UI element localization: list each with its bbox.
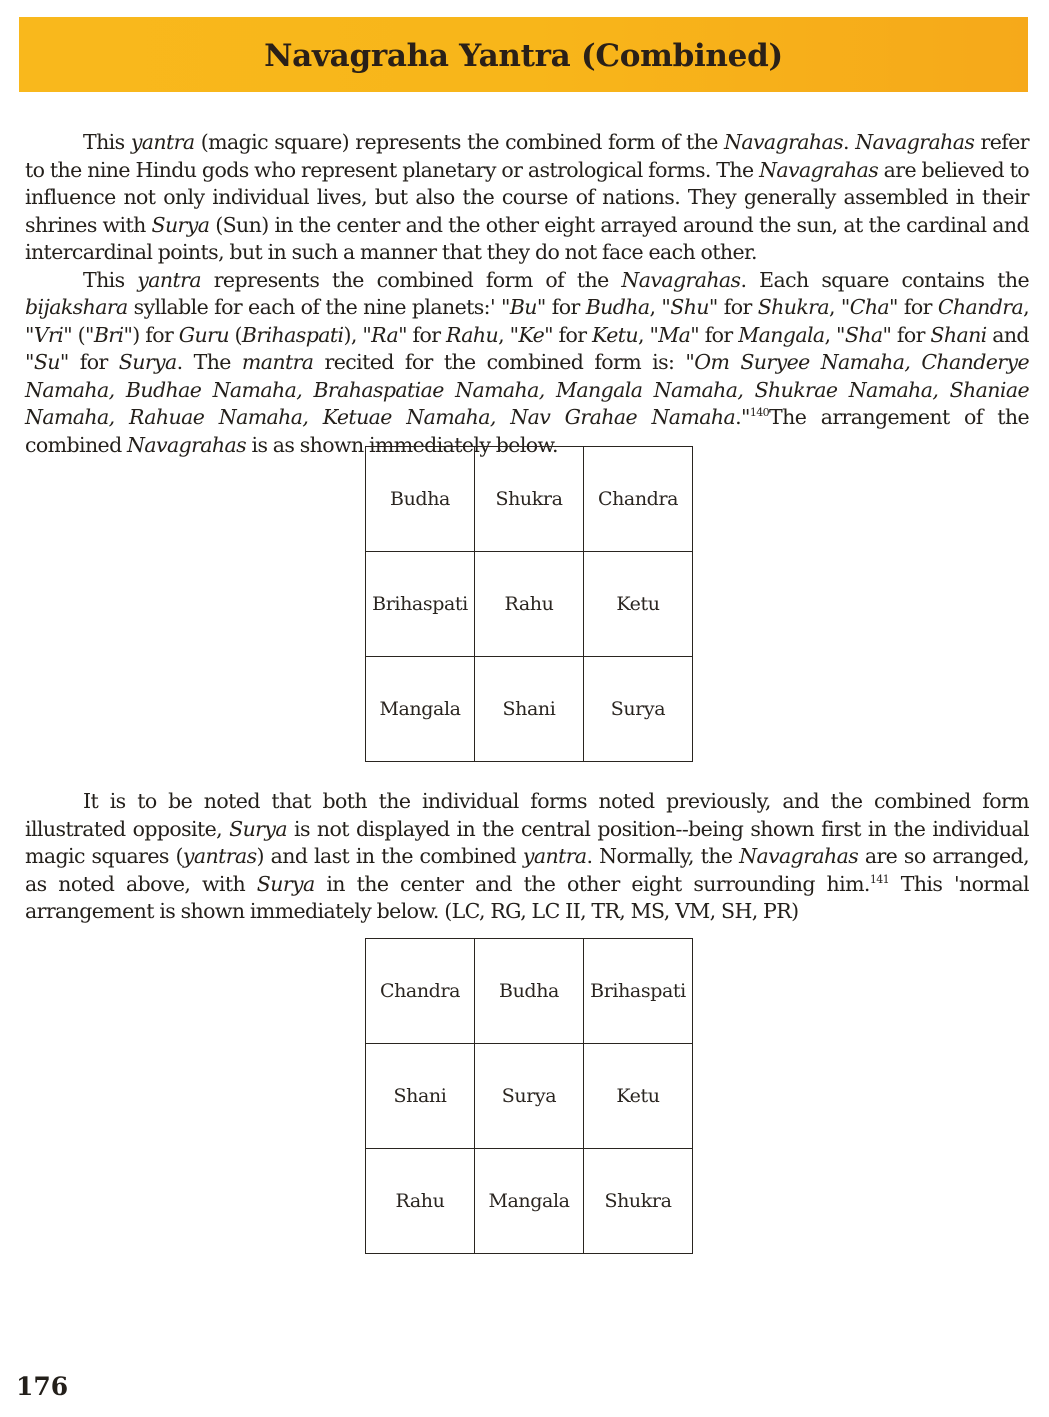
italic-term: Shukra [757, 295, 829, 319]
text-run: are believed to influence not only individual lives, but also the course of nations. They generally assembled in their shrines with [25, 157, 1029, 237]
italic-term: Ke [518, 322, 545, 347]
text-run: . Each square contains the [740, 267, 1029, 292]
italic-term: Ketu [592, 322, 638, 347]
italic-term: bijakshara [25, 295, 128, 319]
text-run: " for [708, 295, 758, 319]
grid-cell: Brihaspati [584, 939, 693, 1044]
text-run: is as shown immediately below. [246, 432, 558, 457]
grid-cell: Shani [366, 1044, 475, 1149]
italic-term: Chandra [937, 295, 1024, 319]
grid-cell: Rahu [475, 552, 584, 657]
note-text-block [25, 788, 1029, 926]
italic-term: Ma [658, 322, 691, 347]
grid-cell: Surya [475, 1044, 584, 1149]
text-run: The arrangement of the combined [25, 405, 1029, 457]
text-run: . Normally, the [586, 844, 740, 868]
italic-term: Cha [849, 295, 890, 319]
italic-term: yantra [137, 267, 201, 292]
grid-cell: Budha [475, 939, 584, 1044]
text-run: " for [398, 322, 446, 347]
text-run: " for [889, 295, 938, 319]
text-run: syllable for each of the nine planets:' " [127, 295, 510, 319]
text-run: in the center and the other eight surrounding him. [314, 871, 870, 896]
text-run: and " [25, 322, 1029, 374]
italic-term: Surya [118, 350, 177, 374]
text-run: , " [649, 295, 671, 319]
text-run: (magic square) represents the combined form of the [194, 130, 724, 154]
text-run: " for [59, 350, 119, 374]
paragraph [25, 129, 1029, 267]
text-run: ." [735, 405, 750, 429]
yantra-combined-grid [365, 446, 693, 762]
italic-term: yantra [130, 130, 195, 154]
italic-term: Navagrahas [759, 157, 879, 182]
italic-term: mantra [241, 350, 314, 374]
grid-cell: Surya [584, 657, 693, 762]
grid-row [366, 939, 693, 1044]
text-run: " for [882, 322, 931, 347]
text-run: This [83, 130, 131, 154]
italic-term: Budha [585, 295, 650, 319]
paragraph [25, 788, 1029, 926]
grid-cell: Shukra [584, 1149, 693, 1254]
paragraph [25, 267, 1029, 460]
text-run: . [843, 130, 856, 154]
grid-cell: Rahu [366, 1149, 475, 1254]
text-run: This [83, 267, 138, 292]
italic-term: Sha [844, 322, 883, 347]
grid-row [366, 1044, 693, 1149]
italic-term: yantra [522, 844, 587, 868]
italic-term: Bri [93, 322, 124, 347]
text-run: are so arranged, as noted above, with [25, 844, 1029, 896]
italic-term: Mangala [738, 322, 825, 347]
text-run: ) and last in the combined [256, 844, 523, 868]
grid-row [366, 657, 693, 762]
italic-term: Navagrahas [621, 267, 741, 292]
text-run: " for [690, 322, 739, 347]
italic-term: yantras [182, 844, 257, 868]
text-run: " (" [63, 322, 94, 347]
italic-term: Shu [670, 295, 709, 319]
grid-cell: Mangala [475, 1149, 584, 1254]
text-run: , " [824, 322, 845, 347]
italic-term: Surya [256, 871, 315, 896]
yantra-normal-grid [365, 938, 693, 1254]
text-run: , " [637, 322, 659, 347]
italic-term: Ra [371, 322, 399, 347]
grid-cell: Ketu [584, 1044, 693, 1149]
text-run: This 'normal arrangement is shown immediately below. (LC, RG, LC II, TR, MS, VM, SH, PR) [25, 871, 1029, 923]
italic-term: Guru [178, 322, 229, 347]
intro-text-block [25, 129, 1029, 459]
text-run: recited for the combined form is: " [313, 350, 695, 374]
grid-row [366, 447, 693, 552]
text-run: , " [25, 295, 1029, 347]
italic-term: Shani [930, 322, 987, 347]
grid-cell: Brihaspati [366, 552, 475, 657]
text-run: " for [544, 322, 593, 347]
italic-term: Vri [33, 322, 64, 347]
italic-term: Om Suryee Namaha, Chanderye Namaha, Budhae Namaha, Brahaspatiae Namaha, Mangala Namaha, Shukrae Namaha, Shaniae Namaha, Rahuae Namaha, Ketuae Namaha, Nav Grahae Namaha [25, 350, 1030, 429]
text-run: . The [176, 350, 242, 374]
italic-term: Surya [151, 212, 210, 237]
italic-term: Navagrahas [855, 130, 975, 154]
grid-cell: Shani [475, 657, 584, 762]
text-run: ") for [123, 322, 179, 347]
footnote-ref: 140 [749, 406, 770, 419]
title-banner [19, 17, 1028, 92]
grid-row [366, 552, 693, 657]
page-number: 176 [16, 1372, 69, 1401]
italic-term: Bu [509, 295, 537, 319]
text-run: refer to the nine Hindu gods who represent planetary or astrological forms. The [25, 130, 1029, 182]
text-run: " for [536, 295, 586, 319]
grid-cell: Chandra [366, 939, 475, 1044]
grid-cell: Chandra [584, 447, 693, 552]
italic-term: Su [33, 350, 60, 374]
grid-cell: Budha [366, 447, 475, 552]
grid-cell: Ketu [584, 552, 693, 657]
text-run: ), " [343, 322, 372, 347]
page-title: Navagraha Yantra (Combined) [264, 37, 783, 74]
text-run: , " [828, 295, 850, 319]
italic-term: Navagrahas [739, 844, 859, 868]
text-run: It is to be noted that both the individual forms noted previously, and the combined form illustrated opposite, [25, 789, 1029, 841]
grid-cell: Mangala [366, 657, 475, 762]
italic-term: Surya [229, 816, 287, 841]
text-run: , " [498, 322, 519, 347]
text-run: is not displayed in the central position--being shown first in the individual magic squares ( [25, 816, 1030, 868]
text-run: represents the combined form of the [200, 267, 622, 292]
footnote-ref: 141 [869, 872, 890, 886]
italic-term: Brihaspati [241, 322, 344, 347]
italic-term: Rahu [445, 322, 499, 347]
italic-term: Navagrahas [127, 432, 247, 457]
grid-cell: Shukra [475, 447, 584, 552]
italic-term: Navagrahas [723, 130, 844, 154]
grid-row [366, 1149, 693, 1254]
text-run: (Sun) in the center and the other eight arrayed around the sun, at the cardinal and intercardinal points, but in such a manner that they do not face each other. [25, 212, 1029, 264]
text-run: ( [228, 322, 242, 347]
